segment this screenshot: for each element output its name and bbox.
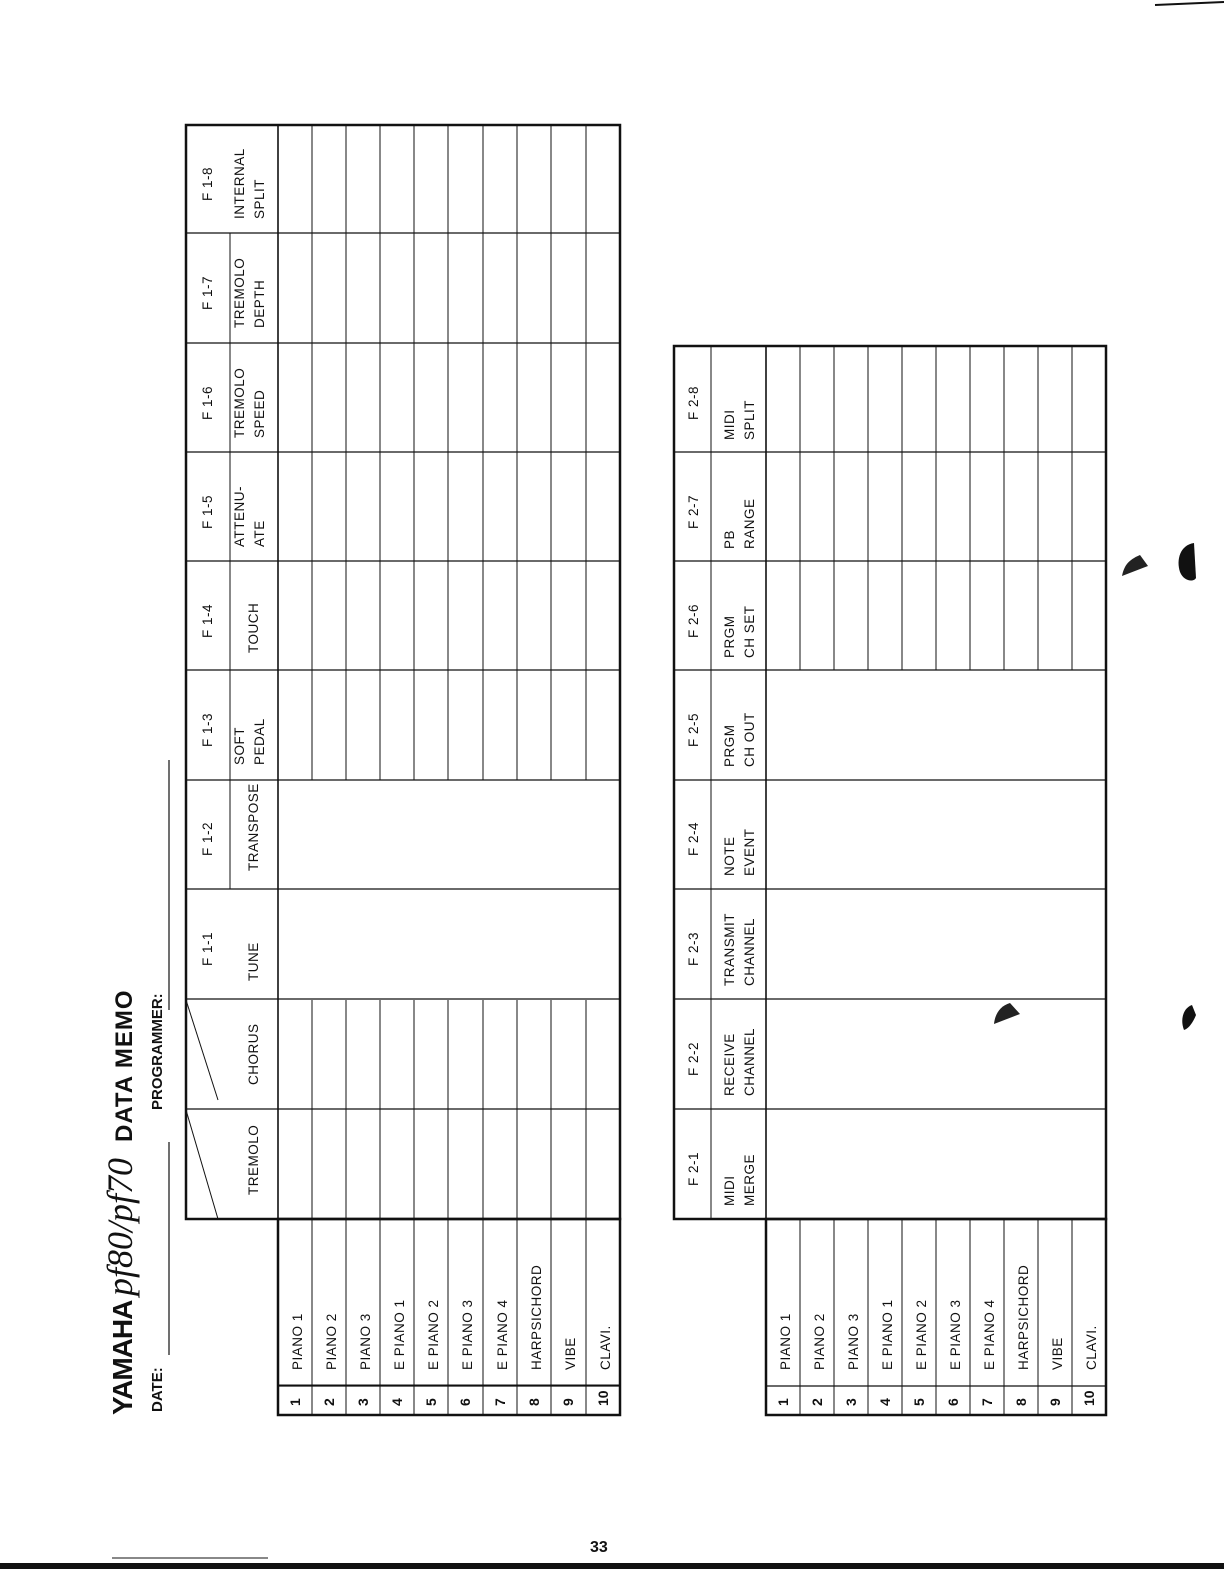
column-name-f2-8: MIDI <box>722 409 737 440</box>
voice-label-f2-6: E PIANO 3 <box>948 1299 963 1370</box>
column-name-1: TUNE <box>246 942 261 981</box>
voice-label-4: E PIANO 1 <box>392 1299 407 1370</box>
column-name-3: PEDAL <box>252 718 267 765</box>
voice-label-7: E PIANO 4 <box>495 1299 510 1370</box>
voice-label-f2-3: PIANO 3 <box>846 1313 861 1370</box>
column-name-7: TREMOLO <box>232 257 247 328</box>
voice-number-3: 3 <box>355 1398 371 1406</box>
voice-number-8: 8 <box>526 1398 542 1406</box>
column-code-3: F 1-3 <box>200 712 215 747</box>
voice-number-4: 4 <box>389 1398 405 1406</box>
column-name-f2-3: TRANSMIT <box>722 913 737 986</box>
voice-label-f2-7: E PIANO 4 <box>982 1299 997 1370</box>
column-name-4: TOUCH <box>246 602 261 653</box>
voice-number-f2-1: 1 <box>775 1398 791 1406</box>
voice-label-9: VIBE <box>563 1337 578 1370</box>
voice-label-1: PIANO 1 <box>290 1313 305 1370</box>
voice-number-f2-10: 10 <box>1081 1390 1097 1406</box>
voice-label-f2-5: E PIANO 2 <box>914 1299 929 1370</box>
column-name-f2-4: NOTE <box>722 836 737 876</box>
column-name-f2-3: CHANNEL <box>742 917 757 986</box>
voice-number-2: 2 <box>321 1398 337 1406</box>
header-chorus: CHORUS <box>246 1023 261 1085</box>
column-code-8: F 1-8 <box>200 166 215 201</box>
voice-label-f2-4: E PIANO 1 <box>880 1299 895 1370</box>
column-name-f2-4: EVENT <box>742 828 757 876</box>
voice-number-f2-9: 9 <box>1047 1398 1063 1406</box>
column-code-5: F 1-5 <box>200 494 215 529</box>
data-table-f1 <box>186 125 620 1415</box>
voice-label-10: CLAVI. <box>598 1325 613 1370</box>
voice-number-f2-8: 8 <box>1013 1398 1029 1406</box>
model-name: pf80/pf70 <box>100 1157 140 1296</box>
f1-corner-diagonal <box>186 1110 218 1219</box>
voice-number-f2-3: 3 <box>843 1398 859 1406</box>
column-name-f2-2: RECEIVE <box>722 1033 737 1096</box>
column-code-f2-2: F 2-2 <box>686 1041 701 1076</box>
voice-number-f2-2: 2 <box>809 1398 825 1406</box>
voice-label-f2-1: PIANO 1 <box>778 1313 793 1370</box>
column-name-f2-1: MERGE <box>742 1153 757 1206</box>
page-number: 33 <box>590 1539 608 1556</box>
column-name-2: TRANSPOSE <box>246 783 261 871</box>
f2-frame <box>674 346 1106 1219</box>
voice-label-f2-2: PIANO 2 <box>812 1313 827 1370</box>
column-name-8: SPLIT <box>252 178 267 219</box>
column-name-f2-2: CHANNEL <box>742 1027 757 1096</box>
header-tremolo: TREMOLO <box>246 1124 261 1195</box>
brand-logo: YAMAHA <box>107 1300 138 1415</box>
programmer-label: PROGRAMMER: <box>149 993 166 1110</box>
voice-number-f2-6: 6 <box>945 1398 961 1406</box>
voice-number-f2-5: 5 <box>911 1398 927 1406</box>
title-block <box>100 760 169 1415</box>
column-name-6: SPEED <box>252 389 267 438</box>
column-code-f2-3: F 2-3 <box>686 931 701 966</box>
column-code-f2-6: F 2-6 <box>686 603 701 638</box>
column-name-f2-5: CH OUT <box>742 712 757 767</box>
column-code-4: F 1-4 <box>200 603 215 638</box>
column-code-f2-5: F 2-5 <box>686 712 701 747</box>
column-code-6: F 1-6 <box>200 385 215 420</box>
memo-title: DATA MEMO <box>111 989 138 1142</box>
column-name-5: ATTENU- <box>232 486 247 547</box>
column-code-f2-7: F 2-7 <box>686 494 701 529</box>
voice-number-f2-7: 7 <box>979 1398 995 1406</box>
column-code-1: F 1-1 <box>200 931 215 966</box>
column-code-f2-1: F 2-1 <box>686 1151 701 1186</box>
column-code-2: F 1-2 <box>200 821 215 856</box>
voice-number-1: 1 <box>287 1398 303 1406</box>
corner-mark <box>1155 2 1224 5</box>
column-name-6: TREMOLO <box>232 367 247 438</box>
voice-label-2: PIANO 2 <box>324 1313 339 1370</box>
data-table-f2 <box>674 346 1106 1415</box>
column-name-f2-5: PRGM <box>722 724 737 767</box>
column-name-7: DEPTH <box>252 279 267 328</box>
voice-number-10: 10 <box>595 1390 611 1406</box>
voice-label-6: E PIANO 3 <box>460 1299 475 1370</box>
column-name-f2-8: SPLIT <box>742 399 757 440</box>
column-name-f2-7: PB <box>722 529 737 549</box>
column-code-f2-4: F 2-4 <box>686 821 701 856</box>
date-label: DATE: <box>149 1367 166 1412</box>
column-name-f2-7: RANGE <box>742 498 757 549</box>
voice-label-8: HARPSICHORD <box>529 1264 544 1370</box>
f1-corner-diagonal <box>186 1000 218 1100</box>
voice-number-f2-4: 4 <box>877 1398 893 1406</box>
column-name-f2-1: MIDI <box>722 1175 737 1206</box>
column-name-5: ATE <box>252 520 267 547</box>
punch-marks <box>994 543 1196 1030</box>
column-name-f2-6: CH SET <box>742 605 757 658</box>
column-code-7: F 1-7 <box>200 275 215 310</box>
voice-number-6: 6 <box>457 1398 473 1406</box>
voice-label-f2-8: HARPSICHORD <box>1016 1264 1031 1370</box>
voice-label-3: PIANO 3 <box>358 1313 373 1370</box>
column-name-f2-6: PRGM <box>722 615 737 658</box>
bottom-rule <box>0 1563 1224 1569</box>
column-name-3: SOFT <box>232 727 247 765</box>
column-name-8: INTERNAL <box>232 148 247 219</box>
voice-label-5: E PIANO 2 <box>426 1299 441 1370</box>
column-code-f2-8: F 2-8 <box>686 385 701 420</box>
voice-label-f2-9: VIBE <box>1050 1337 1065 1370</box>
voice-label-f2-10: CLAVI. <box>1084 1325 1099 1370</box>
voice-number-9: 9 <box>560 1398 576 1406</box>
voice-number-5: 5 <box>423 1398 439 1406</box>
voice-number-7: 7 <box>492 1398 508 1406</box>
